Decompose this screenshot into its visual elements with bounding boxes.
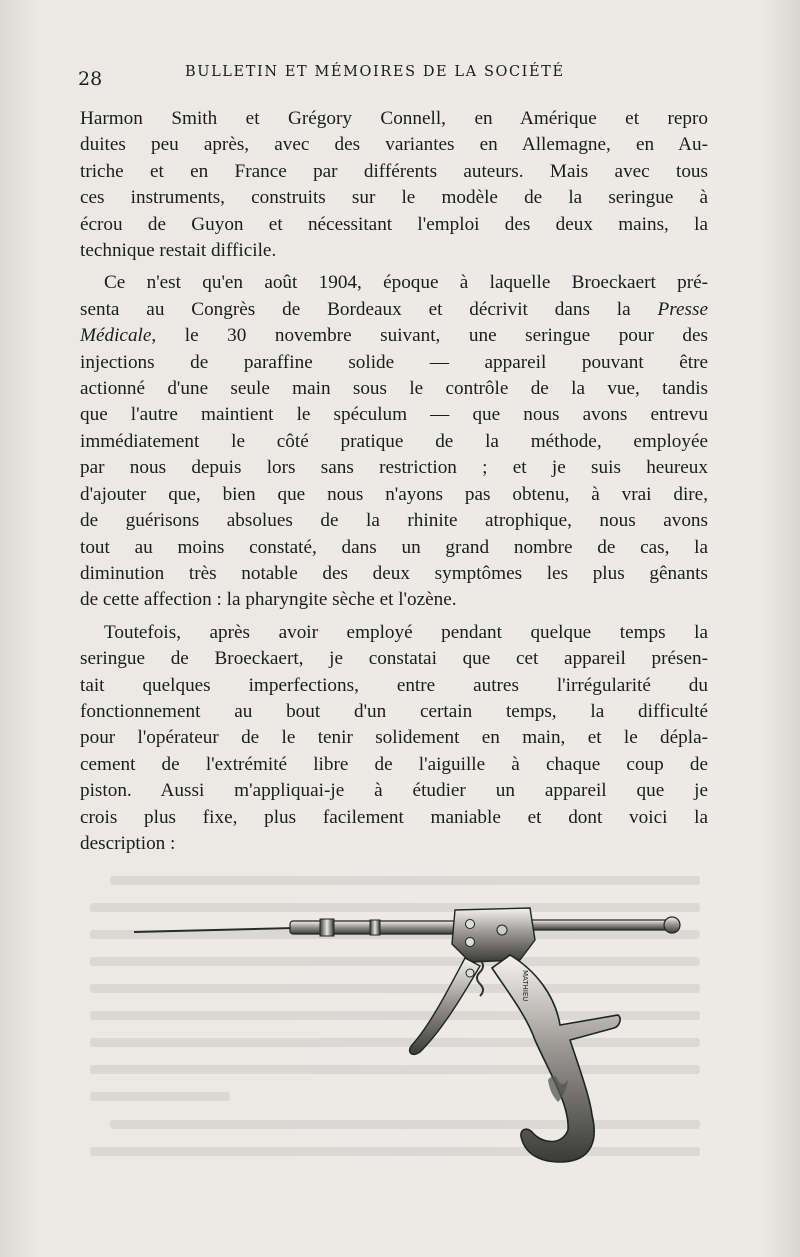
journal-title: Médicale xyxy=(80,325,152,347)
text-line: immédiatement le côté pratique de la méthode, employée xyxy=(80,430,708,452)
text-line: injections de paraffine solide — appareil pouvant être xyxy=(80,351,708,373)
text-line: actionné d'une seule main sous le contrôle de la vue, tandis xyxy=(80,378,708,400)
text-line: seringue de Broeckaert, je constatai que cet appareil présen- xyxy=(80,648,708,670)
text-line: écrou de Guyon et nécessitant l'emploi des deux mains, la xyxy=(80,213,708,235)
paraffin-syringe-engraving-icon xyxy=(130,900,690,1180)
text-fragment: , le 30 novembre suivant, une seringue pour des xyxy=(151,325,708,347)
text-line: par nous depuis lors sans restriction ; et je suis heureux xyxy=(80,457,708,479)
running-head: BULLETIN ET MÉMOIRES DE LA SOCIÉTÉ xyxy=(185,64,565,80)
paragraph-3 xyxy=(80,620,708,858)
text-fragment: senta au Congrès de Bordeaux et décrivit dans la xyxy=(80,298,658,320)
text-line: diminution très notable des deux symptômes les plus gênants xyxy=(80,562,708,584)
text-line: triche et en France par différents auteurs. Mais avec tous xyxy=(80,160,708,182)
paragraph-2 xyxy=(80,270,708,613)
text-line: Toutefois, après avoir employé pendant quelque temps la xyxy=(104,621,708,643)
text-line: pour l'opérateur de le tenir solidement en main, et le dépla- xyxy=(80,727,708,749)
syringe-illustration xyxy=(130,900,690,1180)
text-line: crois plus fixe, plus facilement maniable et dont voici la xyxy=(80,806,708,828)
journal-title: Presse xyxy=(657,298,708,320)
text-line: description : xyxy=(80,832,176,854)
body-text xyxy=(80,106,708,863)
text-line: Ce n'est qu'en août 1904, époque à laquelle Broeckaert pré- xyxy=(104,272,708,294)
page-number: 28 xyxy=(78,68,103,90)
text-line: de cette affection : la pharyngite sèche et l'ozène. xyxy=(80,589,457,611)
text-line: Harmon Smith et Grégory Connell, en Amérique et repro xyxy=(80,108,708,129)
text-line xyxy=(80,323,708,349)
text-line: d'ajouter que, bien que nous n'ayons pas obtenu, à vrai dire, xyxy=(80,483,708,505)
text-line: ces instruments, construits sur le modèle de la seringue à xyxy=(80,187,708,209)
maker-mark: MATHIEU xyxy=(521,970,529,1002)
text-line: piston. Aussi m'appliquai-je à étudier un appareil que je xyxy=(80,780,708,802)
text-line: tait quelques imperfections, entre autres l'irrégularité du xyxy=(80,674,708,696)
text-line: cement de l'extrémité libre de l'aiguille à chaque coup de xyxy=(80,753,708,775)
text-line: tout au moins constaté, dans un grand nombre de cas, la xyxy=(80,536,708,558)
text-line: duites peu après, avec des variantes en Allemagne, en Au- xyxy=(80,134,708,156)
text-line xyxy=(80,297,708,323)
text-line: que l'autre maintient le spéculum — que nous avons entrevu xyxy=(80,404,708,426)
text-line: technique restait difficile. xyxy=(80,240,277,262)
text-line: fonctionnement au bout d'un certain temps, la difficulté xyxy=(80,700,708,722)
page-header xyxy=(78,60,708,90)
paragraph-1 xyxy=(80,106,708,264)
text-line: de guérisons absolues de la rhinite atrophique, nous avons xyxy=(80,510,708,532)
